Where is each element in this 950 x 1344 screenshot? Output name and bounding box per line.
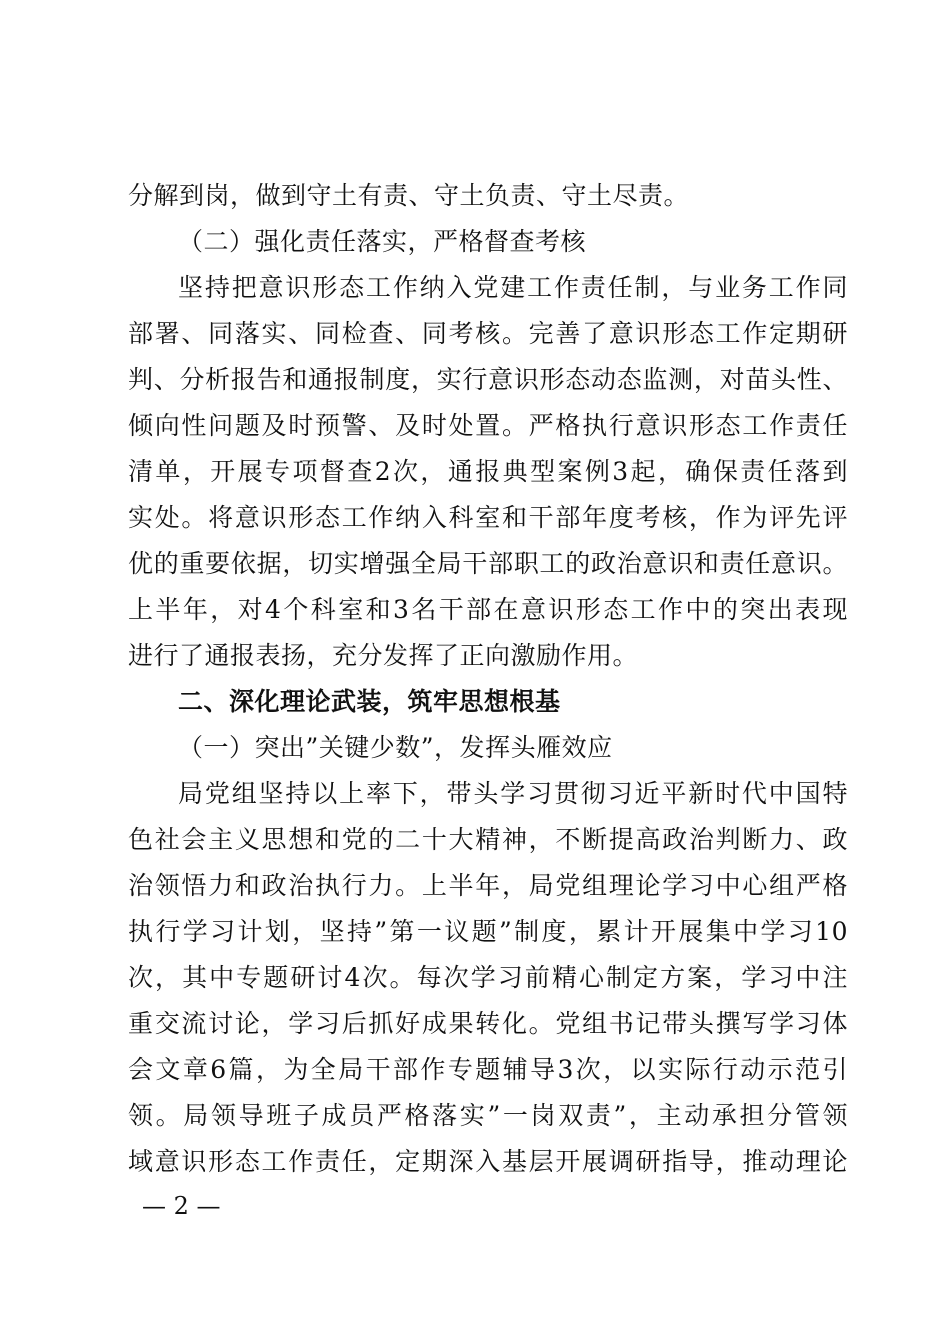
paragraph-line: 优的重要依据，切实增强全局干部职工的政治意识和责任意识。 — [128, 549, 848, 578]
paragraph-line: 域意识形态工作责任，定期深入基层开展调研指导，推动理论 — [128, 1147, 848, 1176]
paragraph-line: 上半年，对4个科室和3名干部在意识形态工作中的突出表现 — [128, 595, 848, 624]
section-subheading: （一）突出”关键少数”，发挥头雁效应 — [178, 733, 613, 762]
paragraph-line: 次，其中专题研讨4次。每次学习前精心制定方案，学习中注 — [128, 963, 848, 992]
paragraph-line: 色社会主义思想和党的二十大精神，不断提高政治判断力、政 — [128, 825, 848, 854]
paragraph-line: 倾向性问题及时预警、及时处置。严格执行意识形态工作责任 — [128, 411, 848, 440]
paragraph-line: 分解到岗，做到守土有责、守土负责、守土尽责。 — [128, 181, 690, 210]
paragraph-line: 判、分析报告和通报制度，实行意识形态动态监测，对苗头性、 — [128, 365, 848, 394]
paragraph-line: 进行了通报表扬，充分发挥了正向激励作用。 — [128, 641, 639, 670]
paragraph-line: 清单，开展专项督查2次，通报典型案例3起，确保责任落到 — [128, 457, 848, 486]
paragraph-line: 会文章6篇，为全局干部作专题辅导3次，以实际行动示范引 — [128, 1055, 848, 1084]
page-number: — 2 — — [142, 1192, 221, 1220]
paragraph-line: 部署、同落实、同检查、同考核。完善了意识形态工作定期研 — [128, 319, 848, 348]
paragraph-line: 重交流讨论，学习后抓好成果转化。党组书记带头撰写学习体 — [128, 1009, 848, 1038]
section-heading: 二、深化理论武装，筑牢思想根基 — [178, 687, 561, 716]
paragraph-line: 治领悟力和政治执行力。上半年，局党组理论学习中心组严格 — [128, 871, 848, 900]
paragraph-line: 领。局领导班子成员严格落实”一岗双责”，主动承担分管领 — [128, 1101, 848, 1130]
paragraph-line: 实处。将意识形态工作纳入科室和干部年度考核，作为评先评 — [128, 503, 848, 532]
paragraph-line: 坚持把意识形态工作纳入党建工作责任制，与业务工作同 — [178, 273, 848, 302]
paragraph-line: 局党组坚持以上率下，带头学习贯彻习近平新时代中国特 — [178, 779, 848, 808]
paragraph-line: 执行学习计划，坚持”第一议题”制度，累计开展集中学习10 — [128, 917, 848, 946]
section-subheading: （二）强化责任落实，严格督查考核 — [178, 227, 587, 256]
